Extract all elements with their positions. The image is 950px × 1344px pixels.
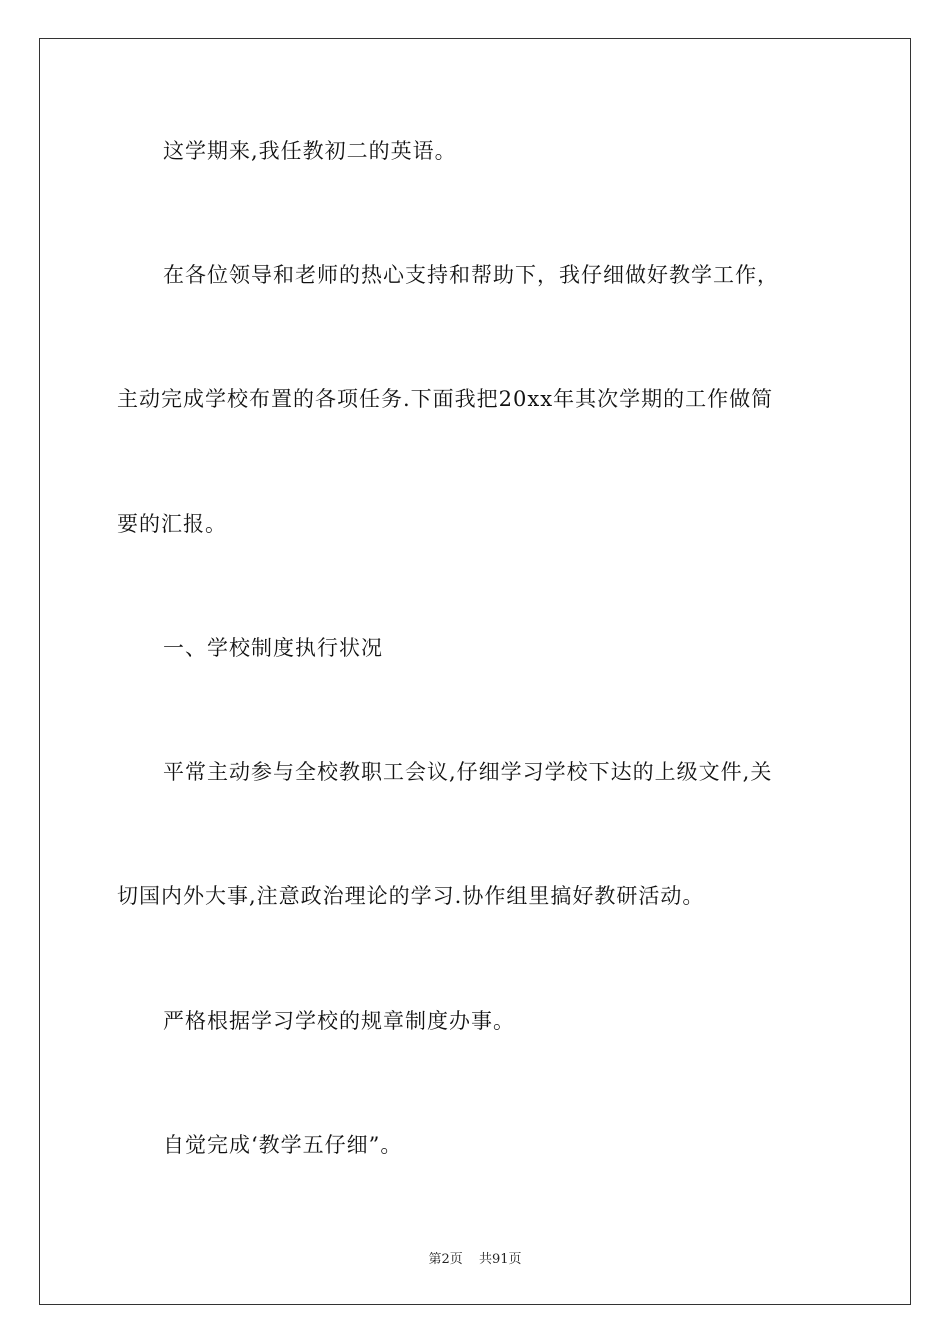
paragraph-line-1: 这学期来,我任教初二的英语。: [163, 139, 457, 163]
page-footer: [0, 1248, 950, 1267]
paragraph-line-4: 要的汇报。: [117, 512, 227, 536]
paragraph-line-8: 严格根据学习学校的规章制度办事。: [163, 1009, 515, 1033]
page-number: 第2页: [428, 1252, 463, 1267]
section-heading: 一、学校制度执行状况: [163, 636, 383, 660]
paragraph-line-7: 切国内外大事,注意政治理论的学习.协作组里搞好教研活动。: [117, 884, 705, 908]
paragraph-line-9: 自觉完成‘教学五仔细”。: [163, 1133, 403, 1157]
paragraph-line-6: 平常主动参与全校教职工会议,仔细学习学校下达的上级文件,关: [163, 760, 773, 784]
paragraph-line-2: 在各位领导和老师的热心支持和帮助下，我仔细做好教学工作，: [163, 263, 779, 287]
page-total: 共91页: [478, 1252, 522, 1267]
paragraph-line-3: 主动完成学校布置的各项任务.下面我把20xx年其次学期的工作做简: [117, 387, 774, 411]
page-border: [39, 38, 911, 1305]
